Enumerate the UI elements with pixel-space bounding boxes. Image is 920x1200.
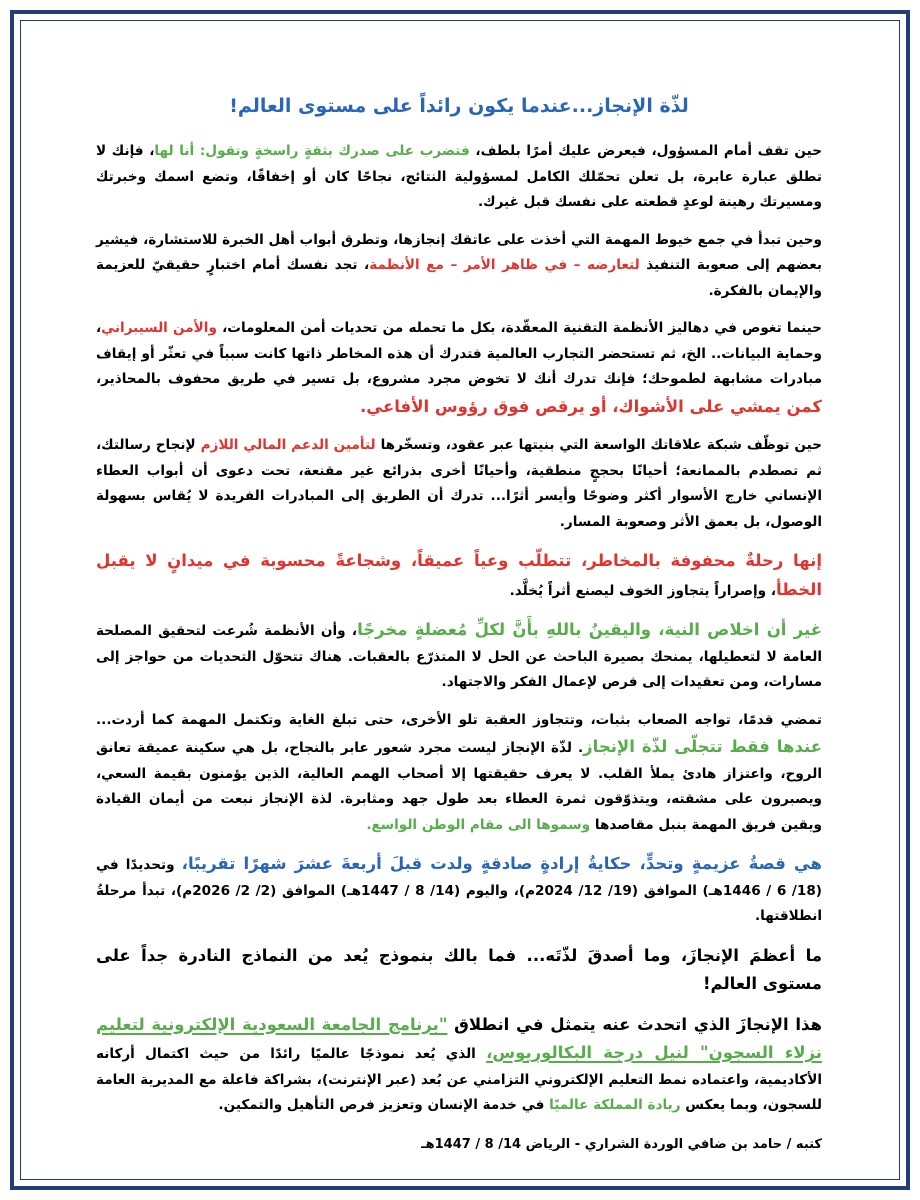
text-segment: غير أن اخلاص النية، واليقينُ باللهِ بأَنَّ لكلِّ مُعضلةٍ مخرجًا (357, 620, 822, 639)
text-segment: إنها رحلةٌ محفوفة بالمخاطر، تتطلّب وعياً عميقاً، وشجاعةً محسوبة في ميدانٍ لا يقبل الخطأ (96, 551, 822, 599)
text-segment: حين تقف أمام المسؤول، فيعرض عليك أمرًا بلطف، (469, 143, 822, 159)
text-segment: والأمن السيبراني (101, 320, 217, 336)
text-segment: فتضرب على صدرك بثقةٍ راسخةٍ وتقول: أنا لها (154, 143, 470, 159)
author-signature: كتبه / حامد بن ضافي الوردة الشراري - الرياض 14/ 8 / 1447هـ (421, 1136, 822, 1152)
paragraph-9 (96, 942, 822, 999)
text-segment: كمن يمشي على الأشواك، أو يرقص فوق رؤوس الأفاعي. (360, 396, 822, 416)
text-segment: هذا الإنجازَ الذي اتحدث عنه يتمثل في انطلاق (447, 1014, 822, 1034)
text-segment: تمضي قدمًا، تواجه الصعاب بثبات، وتتجاوز العقبة تلو الأخرى، حتى تبلغ الغاية وتكتمل المهمة كما أردت... (96, 711, 822, 728)
text-segment: هي قصةُ عزيمةٍ وتحدٍّ، حكايةُ إرادةٍ صادقةٍ ولدت قبلَ أربعةَ عشرَ شهرًا تقريبًا، (181, 854, 822, 873)
paragraph-5 (96, 547, 822, 604)
text-segment: ، فإنك لا تطلق عبارة عابرة، بل تعلن تحمّلك الكامل لمسؤولية النتائج، نجاحًا كان أو إخفاقًا، وتضع اسمك وخبرتك ومسيرتك رهينة لوعدٍ قطعته على نفسك قبل غيرك. (96, 143, 822, 210)
paragraph-8 (96, 850, 822, 930)
text-segment: لتعارضه – في ظاهر الأمر – مع الأنظمة (369, 257, 640, 273)
text-segment: حين توظّف شبكة علاقاتك الواسعة التي بنيتها عبر عقود، وتسخّرها (375, 437, 822, 453)
text-segment: وسموها الى مقام الوطن الواسع. (366, 816, 591, 833)
text-segment: لإنجاح رسالتك، ثم تصطدم بالممانعة؛ أحيانًا بحججٍ منطقية، وأحيانًا أخرى بذرائع غير مقنعة، تحت دعوى أن أبواب العطاء الإنساني خارج الأسوار أكثر وضوحًا وأيسر أثرًا... تدرك أن الطريق إلى المبادرات الفريدة لا يُقاس بسهولة الوصول، بل بعمق الأثر وصعوبة المسار. (96, 437, 822, 530)
text-segment: . لذّة الإنجاز ليست مجرد شعور عابر بالنجاح، بل هي سكينة عميقة تعانق الروح، واعتزاز هادئ يملأ القلب. لا يعرف حقيقتها إلا أصحاب الهمم العالية، الذين يؤمنون بقيمة السعي، ويصبرون على مشقته، ويتذوّقون ثمرة العطاء بعد طول جهد ومثابرة. لذة الإنجاز نبعت من أيمان القيادة ويقين فريق المهمة بنبل مقاصدها (96, 740, 822, 833)
text-segment: لتأمين الدعم المالي اللازم (200, 437, 376, 453)
paragraph-7 (96, 708, 822, 839)
paragraph-3 (96, 316, 822, 421)
text-segment: وحين تبدأ في جمع خيوط المهمة التي أخذت على عاتقك إنجازها، وتطرق أبواب أهل الخبرة للاستشارة، فيشير بعضهم إلى صعوبة التنفيذ (96, 231, 822, 273)
text-segment: ريادة المملكة عالميًا (549, 1097, 681, 1113)
paragraph-10 (96, 1011, 822, 1119)
text-segment: ، وحماية البيانات.. الخ، ثم تستحضر التجارب العالمية فتدرك أن هذه المخاطر ذاتها كانت سبباً في تعثّر أو إيقاف مبادرات مشابهة لطموحك؛ فإنك تدرك أنك لا تخوض مجرد مشروع، بل تسير في طريق محفوف بالمحاذير، (96, 320, 822, 387)
paragraph-6 (96, 616, 822, 696)
text-segment: ، وإصراراً يتجاوز الخوف ليصنع أثراً يُخلَّد. (509, 582, 776, 599)
text-segment: "برنامج الجامعة السعودية الإلكترونية لتعليم نزلاء السجون" لنيل درجة البكالوريوس، (96, 1014, 822, 1062)
article-title: لذّة الإنجاز...عندما يكون رائداً على مستوى العالم! (229, 95, 689, 117)
text-segment: حينما تغوص في دهاليز الأنظمة التقنية المعقّدة، بكل ما تحمله من تحديات أمن المعلومات، (216, 320, 822, 336)
paragraph-2 (96, 228, 822, 305)
article (96, 95, 822, 1165)
text-segment: ، وأن الأنظمة شُرعت لتحقيق المصلحة العامة لا لتعطيلها، يمنحك بصيرة الباحث عن الحل لا المتذرّع بالعقبات. هناك تتحوّل التحديات من حواجز إلى مسارات، ومن تعقيدات إلى فرص لإعمال الفكر والاجتهاد. (96, 623, 822, 690)
paragraph-4 (96, 433, 822, 535)
text-segment: ما أعظمَ الإنجازَ، وما أصدقَ لذّتَه... فما بالك بنموذج يُعد من النماذج النادرة جداً على مستوى العالم! (96, 945, 822, 993)
paragraph-1 (96, 139, 822, 216)
text-segment: عندها فقط تتجلّى لذّة الإنجاز (583, 737, 822, 756)
text-segment: ، تجد نفسك أمام اختبارٍ حقيقيّ للعزيمة والإيمان بالفكرة. (96, 257, 822, 299)
text-segment: في خدمة الإنسان وتعزيز فرص التأهيل والتمكين. (218, 1097, 550, 1113)
text-segment: الذي يُعد نموذجًا عالميًا رائدًا من حيث اكتمال أركانه الأكاديمية، واعتماده نمط التعليم الإلكتروني التزامني عن بُعد (عبر الإنترنت)، بشراكة فاعلة مع المديرية العامة للسجون، وبما يعكس (96, 1046, 822, 1113)
text-segment: وتحديدًا في (18/ 6 / 1446هـ) الموافق (19/ 12/ 2024م)، واليوم (14/ 8 / 1447هـ) الموافق (2/ 2/ 2026م)، تبدأ مرحلةُ انطلاقتها. (96, 857, 823, 924)
